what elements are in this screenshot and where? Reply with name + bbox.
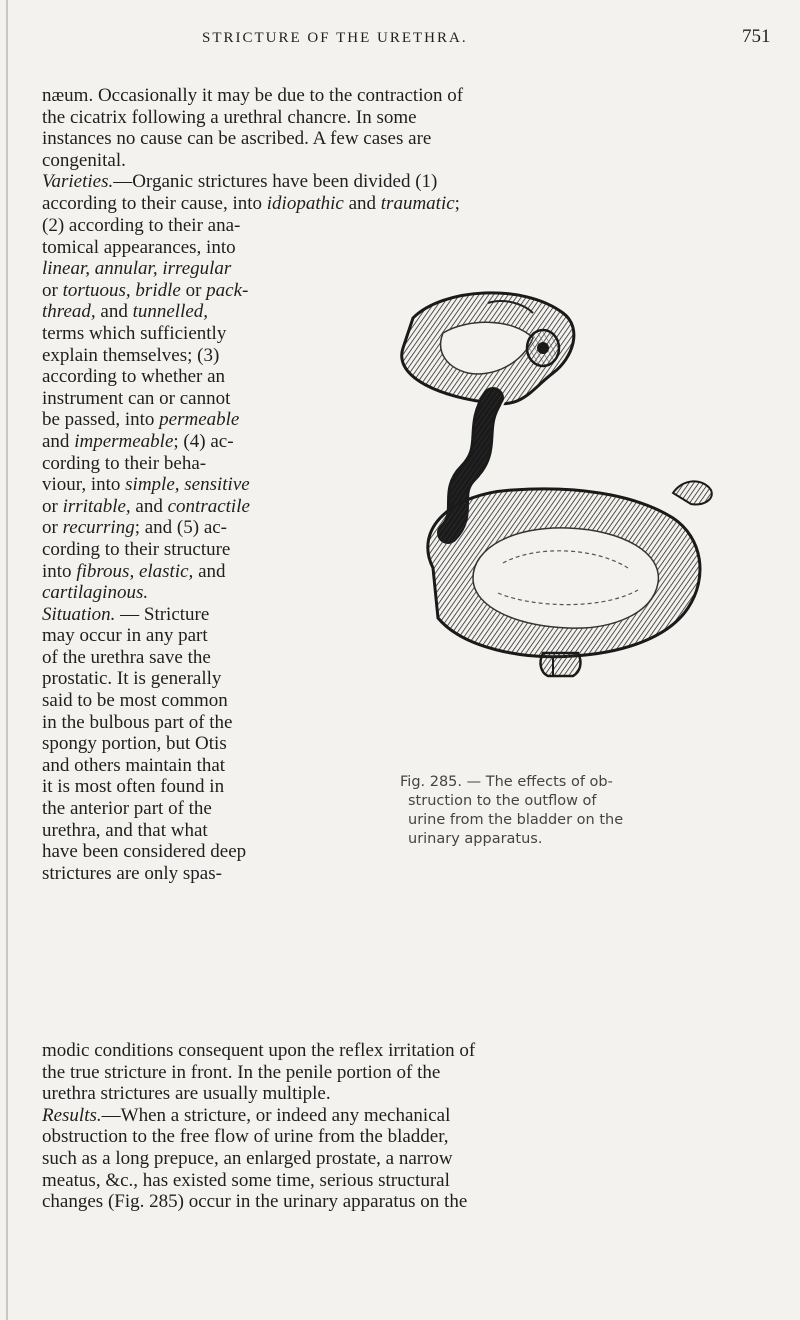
- situation-heading: Situation.: [42, 603, 116, 625]
- figure-caption: [400, 773, 770, 849]
- caption-line: Fig. 285. — The effects of ob-: [400, 774, 613, 790]
- results-line-1: Results.—When a stricture, or indeed any mechanical: [42, 1104, 451, 1126]
- text-line: instrument can or cannot: [42, 387, 231, 409]
- text-line: tomical appearances, into: [42, 236, 236, 258]
- running-head: STRICTURE OF THE URETHRA.: [202, 30, 468, 46]
- text-line: cording to their structure: [42, 538, 231, 560]
- results-heading: Results.: [42, 1104, 102, 1126]
- text-line: urethra, and that what: [42, 819, 208, 841]
- urinary-apparatus-engraving: [373, 278, 731, 678]
- text-line: the true stricture in front. In the penile portion of the: [42, 1061, 441, 1083]
- text-line: urethra strictures are usually multiple.: [42, 1083, 331, 1105]
- text-line: spongy portion, but Otis: [42, 733, 227, 755]
- text-line: and others maintain that: [42, 754, 226, 776]
- text-line: obstruction to the free flow of urine from the bladder,: [42, 1126, 449, 1148]
- text-line: according to whether an: [42, 366, 226, 388]
- text-line: changes (Fig. 285) occur in the urinary apparatus on the: [42, 1191, 468, 1213]
- text-line: congenital.: [42, 149, 126, 171]
- text-line: viour, into simple, sensitive: [42, 474, 250, 496]
- text-line: it is most often found in: [42, 776, 225, 798]
- text-line: instances no cause can be ascribed. A few cases are: [42, 128, 432, 150]
- text-line: into fibrous, elastic, and: [42, 560, 226, 582]
- situation-line: Situation. — Stricture: [42, 603, 210, 625]
- text-line: prostatic. It is generally: [42, 668, 222, 690]
- text-line: modic conditions consequent upon the reflex irritation of: [42, 1040, 476, 1061]
- text-line: in the bulbous part of the: [42, 711, 233, 733]
- text-line: (2) according to their ana-: [42, 215, 241, 236]
- text-line: terms which sufficiently: [42, 322, 227, 344]
- text-line: said to be most common: [42, 690, 228, 712]
- varieties-heading: Varieties.: [42, 171, 114, 193]
- text-line: strictures are only spas-: [42, 862, 222, 884]
- text-line: be passed, into permeable: [42, 409, 240, 431]
- text-line: linear, annular, irregular: [42, 258, 232, 280]
- text-line: such as a long prepuce, an enlarged prostate, a narrow: [42, 1147, 453, 1169]
- closing-paragraphs: [42, 1040, 772, 1213]
- narrow-column: [42, 215, 362, 884]
- figure-285-illustration: [373, 278, 731, 678]
- text-line: or recurring; and (5) ac-: [42, 517, 228, 539]
- text-line: meatus, &c., has existed some time, serious structural: [42, 1169, 450, 1191]
- text-line: the cicatrix following a urethral chancre. In some: [42, 106, 417, 128]
- caption-line: urinary apparatus.: [408, 831, 543, 847]
- caption-line: urine from the bladder on the: [408, 812, 624, 828]
- text-line: cording to their beha-: [42, 452, 207, 474]
- page-number: 751: [742, 26, 771, 47]
- text-line: the anterior part of the: [42, 798, 212, 820]
- opening-paragraph: [42, 85, 772, 215]
- text-line: may occur in any part: [42, 625, 208, 647]
- text-line: have been considered deep: [42, 841, 247, 863]
- text-line: or irritable, and contractile: [42, 495, 250, 517]
- text-line: of the urethra save the: [42, 646, 211, 668]
- varieties-line-2: according to their cause, into idiopathic and traumatic;: [42, 192, 460, 214]
- caption-line: struction to the outflow of: [408, 793, 597, 809]
- text-line: explain themselves; (3): [42, 344, 220, 366]
- text-line: cartilaginous.: [42, 582, 149, 604]
- varieties-line-1: Varieties.—Organic strictures have been divided (1): [42, 171, 438, 193]
- text-line: and impermeable; (4) ac-: [42, 430, 234, 452]
- text-line: næum. Occasionally it may be due to the contraction of: [42, 85, 464, 106]
- text-line: thread, and tunnelled,: [42, 301, 209, 323]
- text-line: or tortuous, bridle or pack-: [42, 279, 249, 301]
- page-edge-rule: [6, 0, 8, 1320]
